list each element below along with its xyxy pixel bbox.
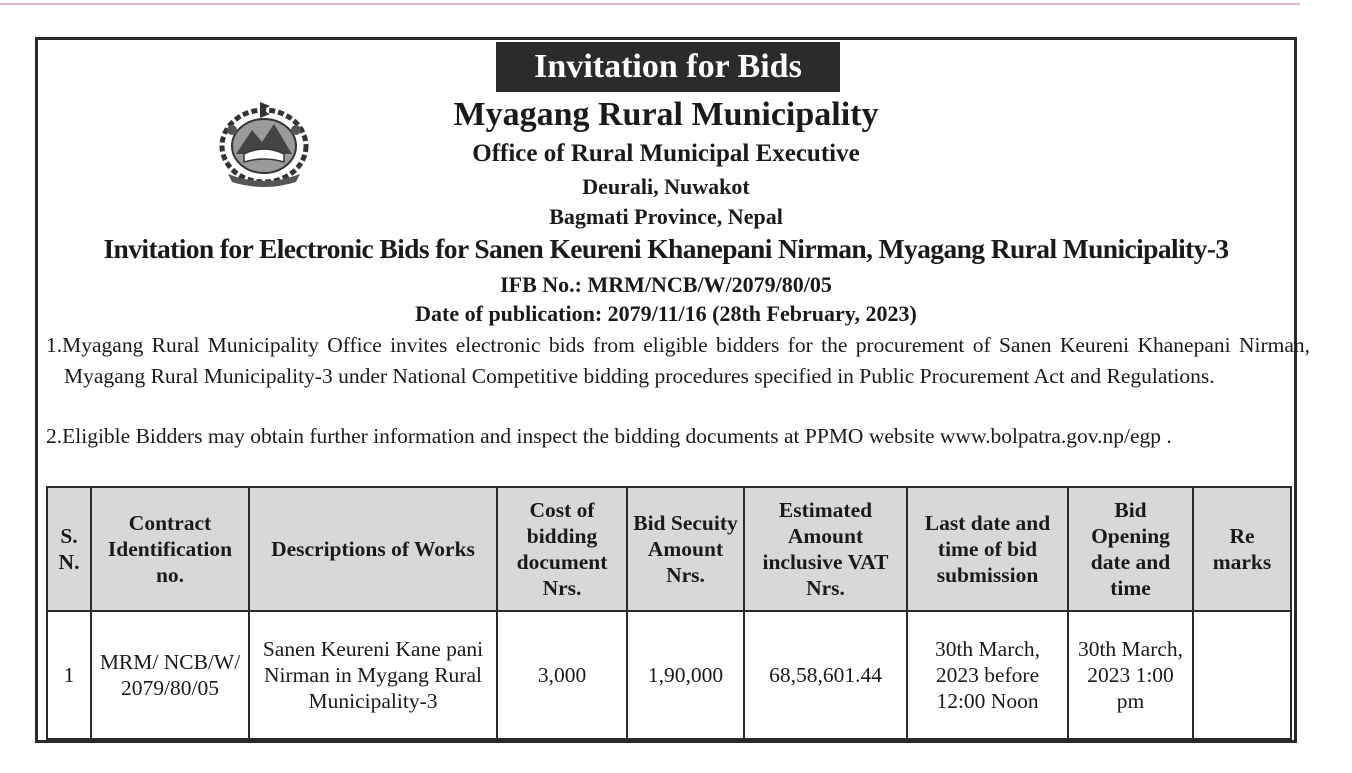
address-line-1: Deurali, Nuwakot: [582, 174, 750, 199]
table-cell: 1: [47, 611, 91, 739]
table-header: Bid Secuity Amount Nrs.: [627, 487, 744, 611]
paragraph-1: 1.Myagang Rural Municipality Office invites electronic bids from eligible bidders for the procurement of Sanen Keureni Khanepani Nirman, Myagang Rural Municipality-3 under National Competitive bidding procedures specified in Public Procurement Act and Regulations.: [46, 333, 1310, 388]
notice-frame: [35, 37, 1310, 743]
paragraph-2: 2.Eligible Bidders may obtain further information and inspect the bidding documents at PPMO website www.bolpatra.gov.np/egp .: [46, 424, 1172, 448]
table-cell: [1193, 611, 1291, 739]
table-row: [47, 611, 1291, 739]
table-header: Estimated Amount inclusive VAT Nrs.: [744, 487, 907, 611]
table-header-row: [47, 487, 1291, 611]
top-divider: [0, 3, 1300, 5]
table-cell: 30th March, 2023 1:00 pm: [1068, 611, 1193, 739]
ifb-number: IFB No.: MRM/NCB/W/2079/80/05: [500, 272, 832, 297]
table-header: Cost of bidding document Nrs.: [497, 487, 627, 611]
table-cell: 3,000: [497, 611, 627, 739]
table-header: S. N.: [47, 487, 91, 611]
table-header: Re marks: [1193, 487, 1291, 611]
notice-banner: Invitation for Bids: [496, 42, 840, 92]
table-header: Last date and time of bid submission: [907, 487, 1068, 611]
notice-subject: Invitation for Electronic Bids for Sanen Keureni Khanepani Nirman, Myagang Rural Municipality-3: [103, 233, 1229, 264]
publication-date: Date of publication: 2079/11/16 (28th February, 2023): [415, 301, 917, 326]
table-cell: Sanen Keureni Kane pani Nirman in Mygang Rural Municipality-3: [249, 611, 497, 739]
table-cell: MRM/ NCB/W/ 2079/80/05: [91, 611, 249, 739]
table-header: Descriptions of Works: [249, 487, 497, 611]
municipality-name: Myagang Rural Municipality: [453, 96, 879, 133]
table-cell: 30th March, 2023 before 12:00 Noon: [907, 611, 1068, 739]
table-header: Bid Opening date and time: [1068, 487, 1193, 611]
address-line-2: Bagmati Province, Nepal: [549, 204, 783, 229]
table-cell: 68,58,601.44: [744, 611, 907, 739]
office-name: Office of Rural Municipal Executive: [472, 140, 860, 167]
bids-table: [46, 486, 1292, 740]
table-cell: 1,90,000: [627, 611, 744, 739]
table-header: Contract Identification no.: [91, 487, 249, 611]
